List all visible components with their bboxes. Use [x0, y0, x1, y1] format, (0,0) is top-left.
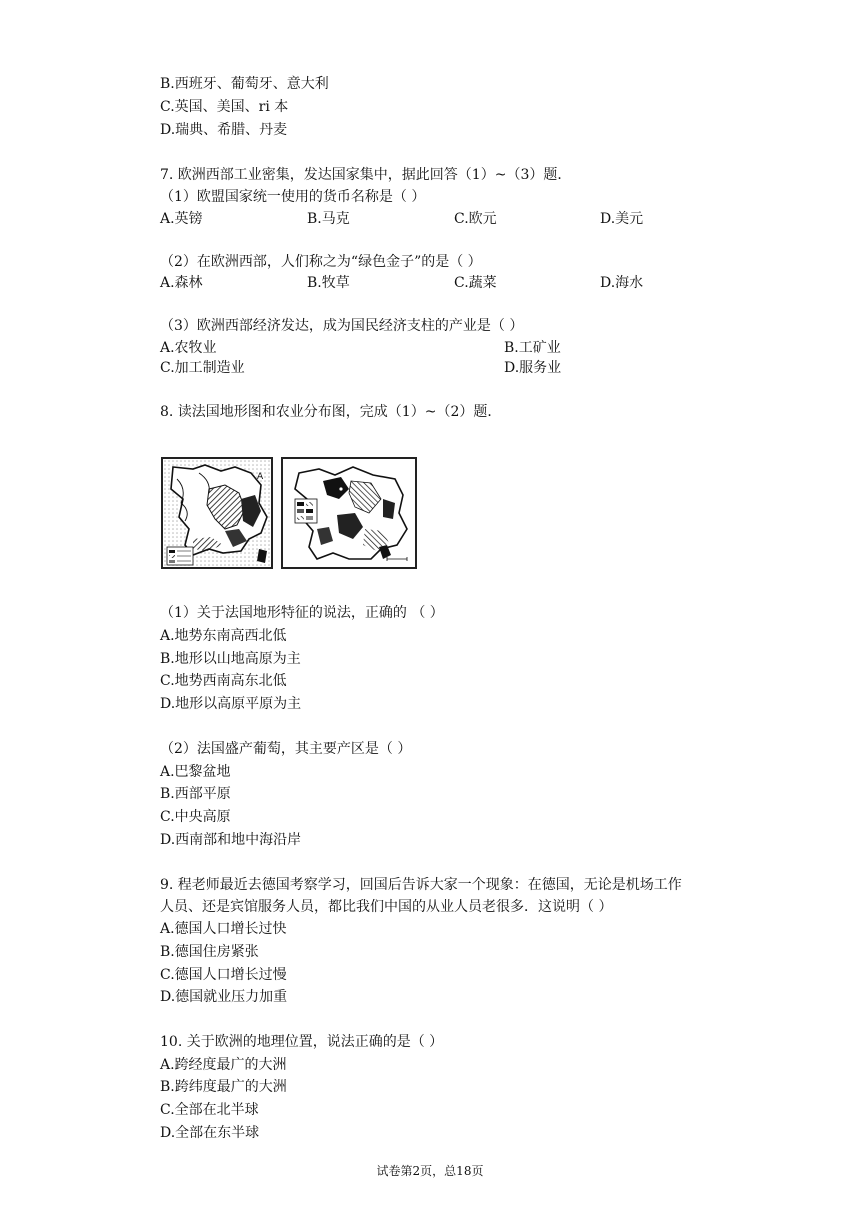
q8-sub1-option-d: D.地形以高原平原为主 — [160, 696, 302, 712]
q10-option-c: C.全部在北半球 — [160, 1102, 259, 1118]
q8-sub1-option-a: A.地势东南高西北低 — [160, 628, 287, 644]
page-footer: 试卷第2页，总18页 — [376, 1164, 484, 1178]
q7-sub3-option-d: D.服务业 — [504, 360, 562, 376]
q6-option-c: C.英国、美国、ri 本 — [160, 99, 289, 115]
france-maps-figure — [161, 457, 417, 569]
q7-sub1-option-d: D.美元 — [600, 211, 644, 227]
q8-sub1-option-c: C.地势西南高东北低 — [160, 673, 287, 689]
q9-option-a: A.德国人口增长过快 — [160, 921, 287, 937]
q7-stem: 7. 欧洲西部工业密集，发达国家集中，据此回答（1）~（3）题． — [160, 167, 572, 183]
q8-stem: 8. 读法国地形图和农业分布图，完成（1）~（2）题． — [160, 404, 502, 420]
q10-option-b: B.跨纬度最广的大洲 — [160, 1079, 287, 1095]
q7-sub1-text: （1）欧盟国家统一使用的货币名称是（ ） — [160, 189, 426, 205]
q6-option-d: D.瑞典、希腊、丹麦 — [160, 122, 288, 138]
q9-stem-line1: 9. 程老师最近去德国考察学习，回国后告诉大家一个现象：在德国，无论是机场工作 — [160, 877, 682, 893]
q8-sub1-text: （1）关于法国地形特征的说法，正确的 （ ） — [160, 605, 444, 621]
q8-sub2-option-a: A.巴黎盆地 — [160, 764, 231, 780]
agriculture-map-graphic — [283, 459, 415, 567]
q7-sub1-option-b: B.马克 — [307, 211, 350, 227]
france-terrain-map — [161, 457, 273, 569]
q8-sub2-option-d: D.西南部和地中海沿岸 — [160, 832, 302, 848]
q9-option-b: B.德国住房紧张 — [160, 944, 259, 960]
q7-sub3-text: （3）欧洲西部经济发达，成为国民经济支柱的产业是（ ） — [160, 318, 524, 334]
q7-sub2-text: （2）在欧洲西部，人们称之为“绿色金子”的是（ ） — [160, 254, 482, 270]
q7-sub2-option-a: A.森林 — [160, 275, 203, 291]
q8-sub2-option-b: B.西部平原 — [160, 786, 231, 802]
q7-sub2-option-b: B.牧草 — [307, 275, 350, 291]
q7-sub3-option-c: C.加工制造业 — [160, 360, 245, 376]
q7-sub2-option-d: D.海水 — [600, 275, 644, 291]
france-agriculture-map — [281, 457, 417, 569]
map-letter-a: A — [257, 472, 264, 482]
q8-sub2-option-c: C.中央高原 — [160, 809, 231, 825]
q7-sub1-option-c: C.欧元 — [454, 211, 497, 227]
q7-sub1-option-a: A.英镑 — [160, 211, 203, 227]
q10-option-a: A.跨经度最广的大洲 — [160, 1057, 287, 1073]
q7-sub3-option-a: A.农牧业 — [160, 340, 217, 356]
q10-option-d: D.全部在东半球 — [160, 1125, 260, 1141]
q7-sub3-option-b: B.工矿业 — [504, 340, 561, 356]
terrain-map-graphic — [163, 459, 271, 567]
q10-stem: 10. 关于欧洲的地理位置，说法正确的是（ ） — [160, 1034, 444, 1050]
q9-option-c: C.德国人口增长过慢 — [160, 967, 287, 983]
q7-sub2-option-c: C.蔬菜 — [454, 275, 497, 291]
q9-option-d: D.德国就业压力加重 — [160, 989, 288, 1005]
q9-stem-line2: 人员、还是宾馆服务人员，都比我们中国的从业人员老很多．这说明（ ） — [160, 899, 613, 915]
q8-sub2-text: （2）法国盛产葡萄，其主要产区是（ ） — [160, 741, 412, 757]
q8-sub1-option-b: B.地形以山地高原为主 — [160, 651, 301, 667]
q6-option-b: B.西班牙、葡萄牙、意大利 — [160, 76, 329, 92]
